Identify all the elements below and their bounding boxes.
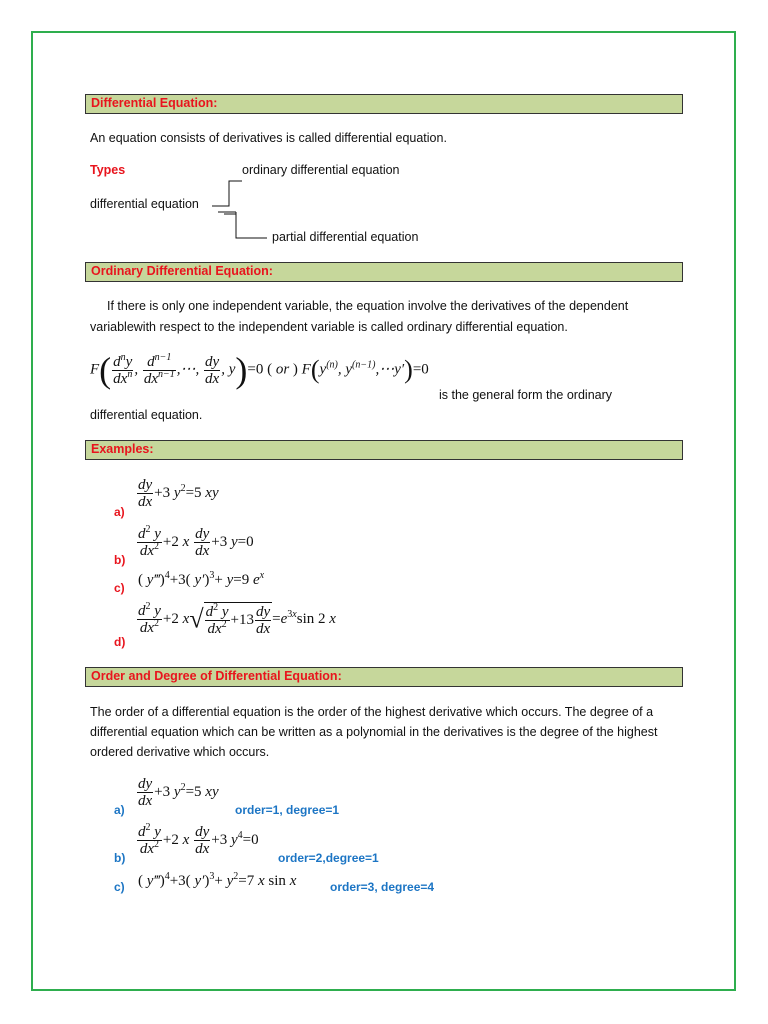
- order-degree-equation-a: $\frac{dy}{dx}$ +3 $y^2=5$ xy: [138, 776, 219, 809]
- general-form-suffix: is the general form the ordinary: [439, 388, 613, 402]
- heading-text: Order and Degree of Differential Equation:: [91, 669, 342, 683]
- ode-paragraph-line1: If there is only one independent variable, the equation involve the derivatives of the dependent: [107, 299, 629, 313]
- heading-differential-equation: [85, 94, 683, 114]
- order-degree-paragraph-line3: ordered derivative which occurs.: [90, 745, 270, 759]
- definition-text: An equation consists of derivatives is called differential equation.: [90, 131, 447, 145]
- order-degree-label-b: b): [114, 851, 126, 865]
- order-degree-note-a: order=1, degree=1: [235, 803, 340, 817]
- order-degree-equation-b: $\frac{d^2 y}{dx^2}$ +2 x $\frac{dy}{dx}$ +3 $y^4=0$: [138, 822, 259, 857]
- order-degree-equation-c: ( y‴)$^4$+3( $y')^3+ y^2=7$ x sin x: [138, 871, 297, 889]
- example-equation-b: $\frac{d^2 y}{dx^2}$ +2 x $\frac{dy}{dx}$ +3 y=0: [138, 524, 254, 559]
- heading-examples: [85, 440, 683, 460]
- heading-text: Examples:: [91, 442, 154, 456]
- order-degree-paragraph-line1: The order of a differential equation is the order of the highest derivative which occurs. The degree of a: [90, 705, 654, 719]
- types-branch-ordinary: ordinary differential equation: [242, 163, 400, 177]
- heading-text: Ordinary Differential Equation:: [91, 264, 273, 278]
- example-label-d: d): [114, 635, 126, 649]
- types-root: differential equation: [90, 197, 199, 211]
- general-form-suffix2: differential equation.: [90, 408, 203, 422]
- ode-paragraph-line2: variablewith respect to the independent variable is called ordinary differential equation.: [90, 320, 568, 334]
- general-form-equation: F( $\frac{d^ny}{dx^n}$ , $\frac{d^{n-1}}{dx^{n-1}}$ ,⋯, $\frac{dy}{dx}$ , y)=0 ( or ) $F(y^{(n)}$, $y^{(n-1)},\cdots y')=0$: [90, 350, 429, 390]
- order-degree-paragraph-line2: differential equation which can be written as a polynomial in the derivatives is the degree of the highest: [90, 725, 658, 739]
- example-label-a: a): [114, 505, 125, 519]
- example-label-c: c): [114, 581, 125, 595]
- heading-text: Differential Equation:: [91, 96, 218, 110]
- types-label: Types: [90, 163, 126, 177]
- types-branch-partial: partial differential equation: [272, 230, 419, 244]
- order-degree-label-a: a): [114, 803, 125, 817]
- example-equation-a: $\frac{dy}{dx}$ +3 $y^2=5$ xy: [138, 477, 219, 510]
- order-degree-label-c: c): [114, 880, 125, 894]
- order-degree-note-b: order=2,degree=1: [278, 851, 379, 865]
- types-bracket-lines: [205, 175, 275, 245]
- order-degree-note-c: order=3, degree=4: [330, 880, 435, 894]
- heading-ordinary-differential-equation: [85, 262, 683, 282]
- example-label-b: b): [114, 553, 126, 567]
- heading-order-and-degree: [85, 667, 683, 687]
- example-equation-c: ( y‴)$^4$+3( y′)$^3$+ y=9 $e^x$: [138, 570, 265, 588]
- example-equation-d: $\frac{d^2 y}{dx^2}$ +2 x√ $\frac{d^2 y}{dx^2}$ +13 $\frac{dy}{dx}$ $=e^{3x}\sin$ 2 x: [138, 601, 336, 637]
